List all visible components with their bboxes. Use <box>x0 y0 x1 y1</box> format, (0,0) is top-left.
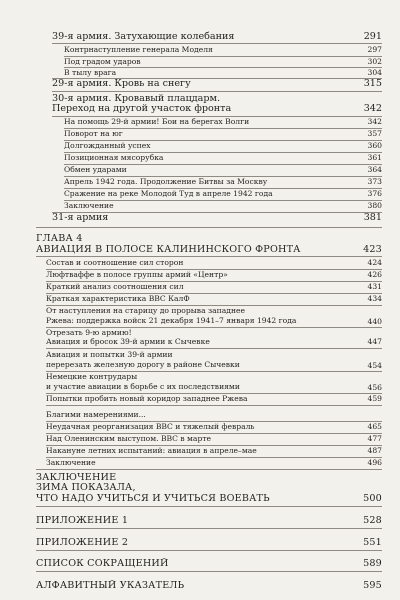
toc-entry <box>52 78 382 89</box>
toc-entry-page: 360 <box>367 141 382 150</box>
toc-entry-title: 31-я армия <box>52 212 109 223</box>
toc-entry <box>46 394 382 403</box>
toc-entry-title: На помощь 29-й армии! Бои на берегах Волги <box>64 117 250 126</box>
toc-entry-page: 342 <box>367 117 382 126</box>
toc-entry-page: 297 <box>367 45 382 54</box>
toc-entry <box>46 306 382 326</box>
toc-entry-page: 381 <box>363 212 382 223</box>
toc-entry-page: 424 <box>367 258 382 267</box>
toc-entry-title-cont: и участие авиации в борьбе с их последствиями <box>46 382 240 391</box>
toc-entry-title: 29-я армия. Кровь на снегу <box>52 78 191 89</box>
toc-entry-page: 315 <box>363 78 382 89</box>
toc-entry-page: 595 <box>363 580 382 591</box>
toc-entry-title: 39-я армия. Затухающие колебания <box>52 31 235 42</box>
toc-entry-page: 454 <box>367 361 382 370</box>
toc-entry-page: 304 <box>367 68 382 77</box>
toc-entry <box>64 57 382 66</box>
toc-entry <box>64 189 382 198</box>
appendix-1-entry <box>36 515 382 526</box>
toc-entry-title: Апрель 1942 года. Продолжение Битвы за Москву <box>64 177 268 186</box>
toc-entry-page: 528 <box>363 515 382 526</box>
toc-entry-page: 342 <box>363 103 382 114</box>
toc-entry-title: Благими намерениями... <box>46 410 146 419</box>
toc-entry-title-cont: перерезать железную дорогу в районе Сычевки <box>46 360 240 369</box>
toc-entry <box>52 103 382 114</box>
toc-entry <box>52 212 382 223</box>
divider <box>36 528 382 529</box>
toc-entry-title: Долгожданный успех <box>64 141 151 150</box>
divider <box>46 348 382 349</box>
divider <box>36 256 382 257</box>
toc-entry-title: Авиация и попытки 39-й армии <box>46 350 173 359</box>
toc-entry-title: Обмен ударами <box>64 165 127 174</box>
toc-entry-title: Позиционная мясорубка <box>64 153 164 162</box>
divider <box>46 405 382 406</box>
toc-entry-title: Переход на другой участок фронта <box>52 103 232 114</box>
toc-entry <box>46 337 382 346</box>
divider <box>52 91 382 92</box>
divider <box>36 227 382 228</box>
toc-entry <box>64 45 382 54</box>
toc-entry <box>46 282 382 291</box>
toc-entry <box>46 328 382 337</box>
toc-entry <box>46 270 382 279</box>
toc-entry-page: 551 <box>363 537 382 548</box>
toc-entry-page: 291 <box>363 31 382 42</box>
toc-entry <box>46 294 382 303</box>
toc-entry-title: ПРИЛОЖЕНИЕ 2 <box>36 537 129 548</box>
toc-entry-page: 477 <box>367 434 382 443</box>
toc-entry-title: Немецкие контрудары <box>46 372 138 381</box>
toc-entry <box>46 410 382 419</box>
toc-entry-title: Поворот на юг <box>64 129 123 138</box>
toc-entry-page: 487 <box>367 446 382 455</box>
toc-entry-page: 434 <box>367 294 382 303</box>
toc-entry-title: СПИСОК СОКРАЩЕНИЙ <box>36 558 169 569</box>
toc-entry <box>46 350 382 370</box>
toc-entry-page: 376 <box>367 189 382 198</box>
toc-entry <box>64 201 382 210</box>
toc-entry <box>64 141 382 150</box>
toc-entry-page: 426 <box>367 270 382 279</box>
toc-entry-page: 431 <box>367 282 382 291</box>
toc-entry-title: ПРИЛОЖЕНИЕ 1 <box>36 515 129 526</box>
chapter-title <box>36 244 382 255</box>
toc-entry <box>46 422 382 431</box>
abbreviations-entry <box>36 558 382 569</box>
chapter-label: ГЛАВА 4 <box>36 233 83 244</box>
toc-entry-title: В тылу врага <box>64 68 117 77</box>
toc-entry-title: Состав и соотношение сил сторон <box>46 258 184 267</box>
toc-entry-title: 30-я армия. Кровавый плацдарм. <box>52 93 221 104</box>
divider <box>36 469 382 470</box>
index-entry <box>36 580 382 591</box>
toc-entry <box>46 458 382 467</box>
toc-entry <box>46 372 382 392</box>
toc-entry-page: 380 <box>367 201 382 210</box>
toc-entry-title: Контрнаступление генерала Моделя <box>64 45 213 54</box>
toc-entry-page: 361 <box>367 153 382 162</box>
toc-entry-title: Краткая характеристика ВВС КалФ <box>46 294 190 303</box>
toc-entry <box>46 258 382 267</box>
conclusion-heading: ЗИМА ПОКАЗАЛА, <box>36 482 136 493</box>
divider <box>36 506 382 507</box>
toc-entry-page: 465 <box>367 422 382 431</box>
toc-entry-title: Попытки пробить новый коридор западнее Ржева <box>46 394 248 403</box>
toc-entry-title: Неудачная реорганизация ВВС и тяжелый февраль <box>46 422 255 431</box>
toc-entry-page: 459 <box>367 394 382 403</box>
toc-entry-title: Заключение <box>46 458 96 467</box>
toc-entry <box>64 68 382 77</box>
toc-entry <box>52 31 382 42</box>
conclusion-entry <box>36 493 382 504</box>
toc-entry <box>46 434 382 443</box>
toc-entry-page: 456 <box>367 383 382 392</box>
toc-entry-page: 496 <box>367 458 382 467</box>
toc-entry-title: ЧТО НАДО УЧИТЬСЯ И УЧИТЬСЯ ВОЕВАТЬ <box>36 493 270 504</box>
toc-entry-title: Накануне летних испытаний: авиация в апреле–мае <box>46 446 257 455</box>
toc-entry-page: 500 <box>363 493 382 504</box>
toc-entry-title-cont: Ржева: поддержка войск 21 декабря 1941–7 января 1942 года <box>46 316 297 325</box>
toc-entry-title: Авиация и бросок 39-й армии к Сычевке <box>46 337 210 346</box>
divider <box>36 571 382 572</box>
toc-entry-title: Сражение на реке Молодой Туд в апреле 1942 года <box>64 189 273 198</box>
toc-entry-title: Заключение <box>64 201 114 210</box>
toc-entry-title: Люфтваффе в полосе группы армий «Центр» <box>46 270 228 279</box>
divider <box>36 550 382 551</box>
toc-entry-page: 423 <box>363 244 382 255</box>
conclusion-heading: ЗАКЛЮЧЕНИЕ <box>36 472 117 483</box>
toc-entry-page: 373 <box>367 177 382 186</box>
toc-entry <box>64 117 382 126</box>
toc-entry <box>64 177 382 186</box>
toc-entry-title: Отрезать 9-ю армию! <box>46 328 132 337</box>
toc-entry-title: От наступления на старицу до прорыва западнее <box>46 306 245 315</box>
toc-entry-title: АВИАЦИЯ В ПОЛОСЕ КАЛИНИНСКОГО ФРОНТА <box>36 244 301 255</box>
toc-entry-page: 357 <box>367 129 382 138</box>
appendix-2-entry <box>36 537 382 548</box>
toc-entry-title: АЛФАВИТНЫЙ УКАЗАТЕЛЬ <box>36 580 185 591</box>
toc-entry <box>46 446 382 455</box>
toc-entry <box>64 129 382 138</box>
toc-entry-page: 589 <box>363 558 382 569</box>
toc-entry-title: Над Оленинским выступом. ВВС в марте <box>46 434 212 443</box>
toc-entry-page: 440 <box>367 317 382 326</box>
toc-entry-page: 447 <box>367 337 382 346</box>
divider <box>52 43 382 44</box>
toc-entry-title: Краткий анализ соотношения сил <box>46 282 184 291</box>
toc-entry <box>64 153 382 162</box>
toc-entry-page: 364 <box>367 165 382 174</box>
toc-entry-page: 302 <box>367 57 382 66</box>
toc-entry <box>64 165 382 174</box>
toc-entry-title: Под градом ударов <box>64 57 141 66</box>
